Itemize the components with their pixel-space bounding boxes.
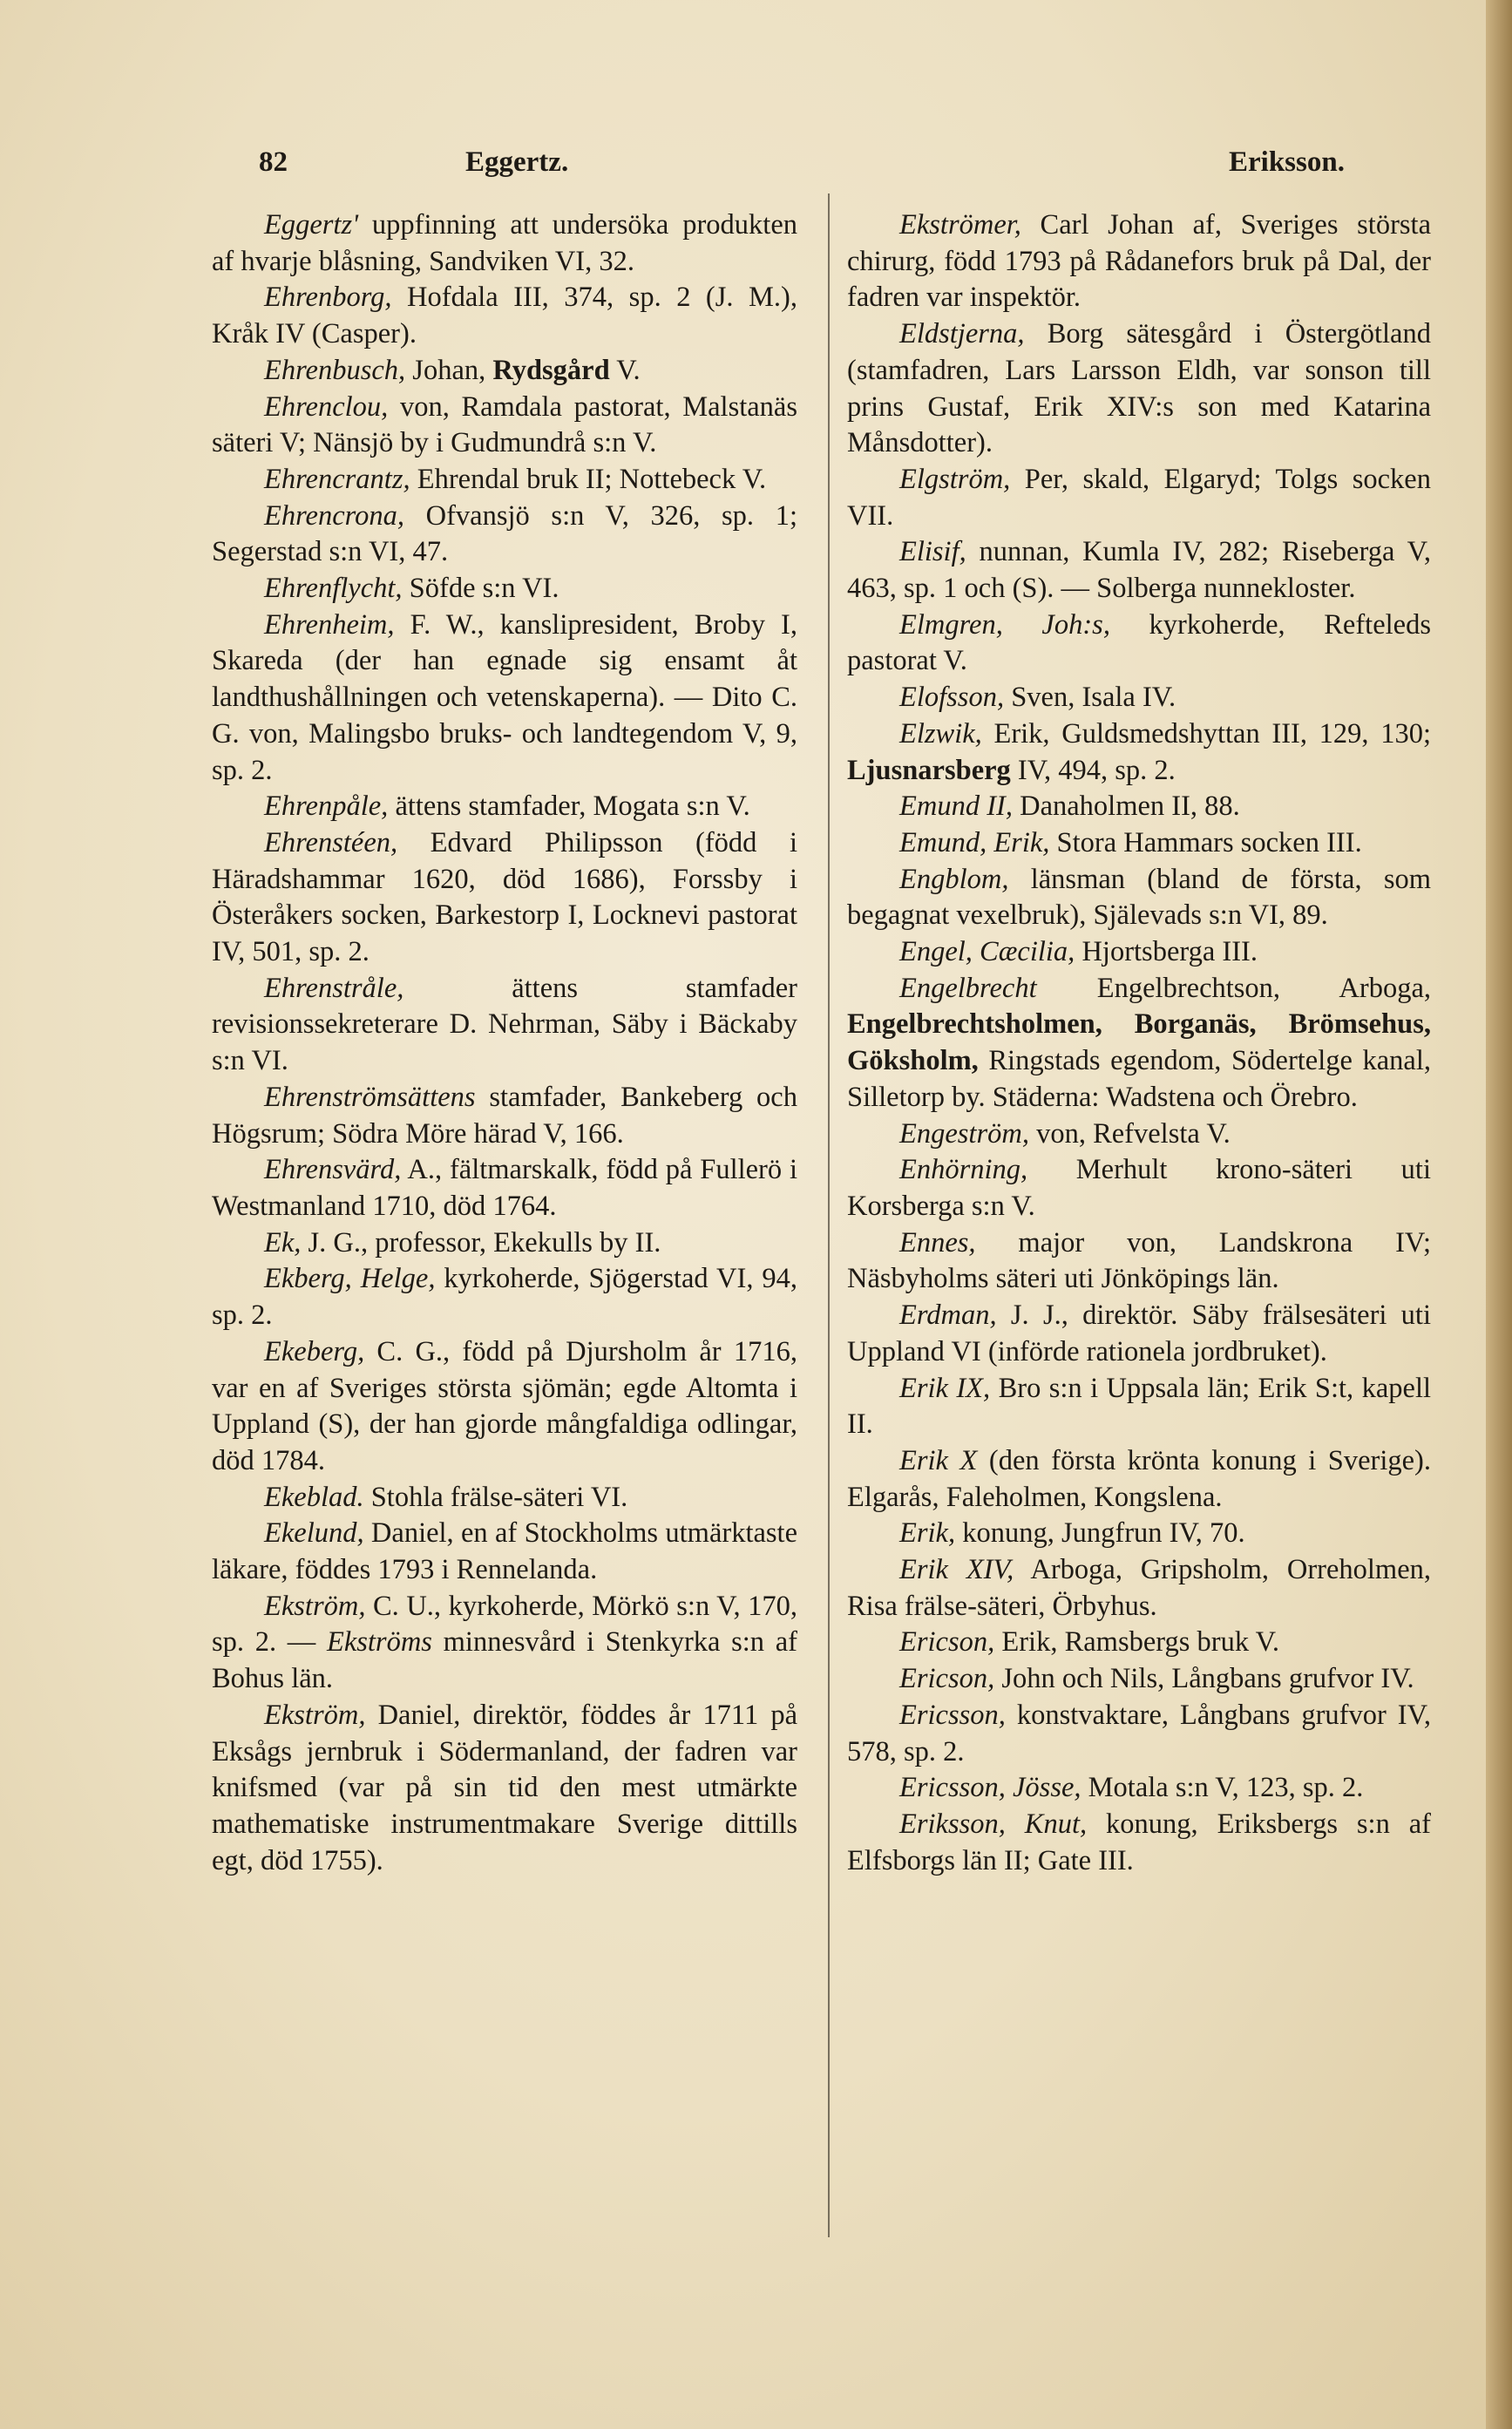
entry-name: Ehrenclou, — [264, 390, 389, 423]
entry-text: kyrkoherde, Refteleds pastorat V. — [847, 608, 1431, 677]
index-entry — [847, 716, 1431, 789]
entry-name: Eggertz' — [264, 209, 359, 241]
right-running-head: Eriksson. — [1229, 146, 1345, 178]
index-entry — [212, 280, 797, 352]
index-entry — [847, 971, 1431, 1116]
index-entry — [847, 462, 1431, 534]
entry-text: F. W., kanslipresident, Broby I, Skareda (der han egnade sig ensamt åt landthushållningen och vetenskaperna). — Dito C. G. von, Malingsbo bruks- och landtegendom V, 9, sp. 2. — [212, 608, 797, 786]
entry-name: Engelbrecht — [899, 972, 1037, 1004]
index-entry — [847, 316, 1431, 462]
entry-text: konung, Jungfrun IV, 70. — [955, 1517, 1245, 1550]
entry-name: Ehrenströmsättens — [264, 1081, 476, 1113]
index-entry — [212, 789, 797, 825]
entry-text: Bro s:n i Uppsala län; Erik S:t, kapell II. — [847, 1372, 1431, 1441]
entry-name: Ekströmer, — [899, 209, 1021, 241]
index-entry — [847, 1625, 1431, 1661]
entry-text: Borg sätesgård i Östergötland (stamfadren, Lars Larsson Eldh, var sonson till prins Gustaf, Erik XIV:s son med Katarina Månsdotter). — [847, 318, 1431, 459]
entry-text: V. — [609, 354, 641, 386]
index-entry — [847, 680, 1431, 716]
entry-name: Elgström, — [899, 463, 1011, 495]
entry-name: Ehrenheim, — [264, 608, 395, 641]
entry-text: kyrkoherde, Sjögerstad VI, 94, sp. 2. — [212, 1263, 798, 1332]
entry-name: Ehrenflycht, — [264, 573, 403, 605]
entry-name: Ehrenborg, — [264, 282, 392, 314]
index-entry — [847, 1371, 1431, 1443]
entry-name: Elofsson, — [899, 682, 1005, 714]
entry-name: Erdman, — [899, 1299, 997, 1332]
column-divider — [828, 193, 830, 2237]
index-entry — [847, 534, 1431, 607]
index-entry — [212, 825, 797, 971]
entry-place: Rydsgård — [492, 354, 610, 386]
entry-name: Erik XIV, — [899, 1554, 1014, 1586]
entry-text: John och Nils, Långbans grufvor IV. — [994, 1663, 1414, 1695]
entry-name: Ericsson, — [899, 1699, 1006, 1731]
entry-name: Emund II, — [899, 790, 1013, 823]
index-entry — [212, 390, 797, 462]
entry-name: Engel, Cæcilia, — [899, 936, 1075, 968]
entry-name: Ekström, — [264, 1590, 366, 1622]
entry-name: Engblom, — [899, 863, 1009, 895]
entry-name: Eriksson, Knut, — [899, 1808, 1088, 1840]
entry-text: C. U., kyrkoherde, Mörkö s:n V, 170, sp. 2. — — [212, 1590, 797, 1659]
index-entry — [847, 207, 1431, 316]
entry-place: Engelbrechtsholmen, Borganäs, Brömsehus, Göksholm, — [847, 1008, 1431, 1077]
entry-text: länsman (bland de första, som begagnat vexelbruk), Själevads s:n VI, 89. — [847, 863, 1431, 932]
index-entry — [212, 1334, 797, 1480]
entry-text: Erik, Ramsbergs bruk V. — [994, 1626, 1280, 1659]
entry-text: Daniel, en af Stockholms utmärktaste läkare, föddes 1793 i Rennelanda. — [212, 1517, 797, 1586]
index-entry — [847, 1552, 1431, 1625]
entry-name: Ericsson, Jösse, — [899, 1772, 1081, 1804]
entry-text: Edvard Philipsson (född i Häradshammar 1620, död 1686), Forssby i Österåkers socken, Barkestorp I, Locknevi pastorat IV, 501, sp. 2. — [212, 826, 797, 968]
entry-text: Hofdala III, 374, sp. 2 (J. M.), Kråk IV (Casper). — [212, 282, 797, 350]
entry-text: J. J., direktör. Säby frälsesäteri uti Uppland VI (införde rationela jordbruket). — [847, 1299, 1431, 1367]
entry-text: Ehrendal bruk II; Nottebeck V. — [410, 463, 767, 495]
entry-name: Ekelund, — [264, 1517, 364, 1550]
entry-text: IV, 494, sp. 2. — [1010, 754, 1176, 786]
entry-name: Ekströms — [326, 1626, 432, 1659]
index-entry — [212, 1698, 797, 1880]
entry-name: Ehrenpåle, — [264, 790, 389, 823]
entry-text: Arboga, Gripsholm, Orreholmen, Risa frälse-säteri, Örbyhus. — [847, 1554, 1432, 1622]
entry-name: Eldstjerna, — [899, 318, 1025, 350]
index-entry — [847, 1152, 1431, 1225]
entry-text: Söfde s:n VI. — [402, 573, 559, 605]
index-entry — [847, 1698, 1431, 1770]
entry-name: Ennes, — [899, 1226, 976, 1259]
entry-name: Ehrenstråle, — [264, 972, 404, 1004]
index-entry — [847, 1116, 1431, 1153]
entry-text: Danaholmen II, 88. — [1012, 790, 1240, 823]
page-number: 82 — [259, 146, 288, 178]
index-entry — [212, 1261, 797, 1333]
entry-name: Ehrensvärd, — [264, 1154, 402, 1186]
entry-text: (den första krönta konung i Sverige). Elgarås, Faleholmen, Kongslena. — [847, 1444, 1432, 1513]
index-entry — [212, 1589, 797, 1698]
entry-name: Ekeberg, — [264, 1335, 365, 1367]
entry-text: Carl Johan af, Sveriges största chirurg, född 1793 på Rådanefors bruk på Dal, der fadren var inspektör. — [847, 209, 1431, 314]
entry-text: Ofvansjö s:n V, 326, sp. 1; Segerstad s:n VI, 47. — [212, 499, 797, 568]
entry-name: Erik IX, — [899, 1372, 991, 1404]
index-entry — [847, 1443, 1431, 1516]
index-entry — [847, 1661, 1431, 1698]
entry-text: Sven, Isala IV. — [1004, 682, 1176, 714]
entry-text: Erik, Guldsmedshyttan III, 129, 130; — [981, 717, 1431, 750]
index-entry — [212, 1480, 797, 1516]
right-column — [847, 207, 1431, 1879]
entry-text: von, Refvelsta V. — [1028, 1117, 1231, 1150]
entry-name: Erik, — [899, 1517, 956, 1550]
entry-text: minnesvård i Stenkyrka s:n af Bohus län. — [212, 1626, 797, 1695]
index-entry — [212, 1516, 797, 1588]
entry-name: Elmgren, Joh:s, — [899, 608, 1110, 641]
entry-name: Ehrencrantz, — [264, 463, 410, 495]
index-entry — [212, 353, 797, 390]
entry-text: Hjortsberga III. — [1075, 936, 1258, 968]
entry-text: Engelbrechtson, Arboga, — [1036, 972, 1431, 1004]
entry-text: Stora Hammars socken III. — [1049, 826, 1362, 858]
entry-text: Ringstads egendom, Södertelge kanal, Silletorp by. Städerna: Wadstena och Örebro. — [847, 1045, 1431, 1113]
entry-text: ättens stamfader, Mogata s:n V. — [388, 790, 750, 823]
entry-text: Johan, — [405, 354, 493, 386]
entry-name: Emund, Erik, — [899, 826, 1050, 858]
entry-name: Engeström, — [899, 1117, 1029, 1150]
entry-text: Motala s:n V, 123, sp. 2. — [1081, 1772, 1364, 1804]
index-entry — [847, 1225, 1431, 1298]
index-entry — [847, 789, 1431, 825]
entry-name: Erik X — [899, 1444, 978, 1476]
entry-text: von, Ramdala pastorat, Malstanäs säteri V; Nänsjö by i Gudmundrå s:n V. — [212, 390, 797, 459]
entry-name: Ehrencrona, — [264, 499, 404, 532]
entry-text: Daniel, direktör, föddes år 1711 på Eksågs jernbruk i Södermanland, der fadren var knifsmed (var på sin tid den mest utmärkte mathematiske instrumentmakare Sverige dittills egt, död 1755). — [212, 1699, 797, 1876]
entry-text: major von, Landskrona IV; Näsbyholms säteri uti Jönköpings län. — [847, 1226, 1431, 1295]
entry-name: Ekeblad. — [264, 1481, 364, 1513]
entry-name: Ek, — [264, 1226, 302, 1259]
entry-text: konstvaktare, Långbans grufvor IV, 578, sp. 2. — [847, 1699, 1431, 1767]
entry-name: Ericson, — [899, 1663, 995, 1695]
entry-text: A., fältmarskalk, född på Fullerö i Westmanland 1710, död 1764. — [212, 1154, 797, 1222]
entry-text: uppfinning att undersöka produkten af hvarje blåsning, Sandviken VI, 32. — [212, 209, 797, 277]
index-entry — [212, 571, 797, 607]
entry-name: Elisif, — [899, 536, 966, 568]
index-entry — [212, 971, 797, 1080]
index-entry — [212, 499, 797, 571]
entry-text: Merhult krono-säteri uti Korsberga s:n V. — [847, 1154, 1431, 1222]
left-running-head: Eggertz. — [465, 146, 569, 178]
entry-name: Ehrenstéen, — [264, 826, 398, 858]
index-entry — [847, 825, 1431, 862]
index-entry — [847, 1807, 1431, 1879]
entry-name: Ericson, — [899, 1626, 995, 1659]
index-entry — [847, 607, 1431, 680]
entry-text: stamfader, Bankeberg och Högsrum; Södra Möre härad V, 166. — [212, 1081, 797, 1150]
index-entry — [212, 207, 797, 280]
page-edge — [1486, 0, 1512, 2429]
index-entry — [847, 862, 1431, 934]
entry-name: Enhörning, — [899, 1154, 1028, 1186]
index-entry — [212, 1152, 797, 1225]
index-entry — [847, 934, 1431, 971]
left-column — [212, 207, 797, 1879]
entry-text: ättens stamfader revisionssekreterare D. Nehrman, Säby i Bäckaby s:n VI. — [212, 972, 797, 1077]
entry-text: C. G., född på Djursholm år 1716, var en af Sveriges största sjömän; egde Altomta i Uppland (S), der han gjorde mångfaldiga odlingar, död 1784. — [212, 1335, 797, 1476]
entry-text: Per, skald, Elgaryd; Tolgs socken VII. — [847, 463, 1431, 532]
index-entry — [212, 462, 797, 499]
entry-text: nunnan, Kumla IV, 282; Riseberga V, 463, sp. 1 och (S). — Solberga nunnekloster. — [847, 536, 1431, 605]
index-entry — [847, 1298, 1431, 1370]
index-entry — [212, 607, 797, 790]
entry-text: Stohla frälse-säteri VI. — [363, 1481, 628, 1513]
entry-name: Ekström, — [264, 1699, 366, 1731]
entry-name: Ekberg, Helge, — [264, 1263, 436, 1295]
entry-text: J. G., professor, Ekekulls by II. — [301, 1226, 661, 1259]
index-entry — [212, 1225, 797, 1262]
entry-name: Ehrenbusch, — [264, 354, 406, 386]
index-entry — [847, 1770, 1431, 1807]
running-header — [0, 146, 1512, 190]
index-entry — [212, 1080, 797, 1152]
index-entry — [847, 1516, 1431, 1552]
entry-name: Elzwik, — [899, 717, 982, 750]
entry-text: konung, Eriksbergs s:n af Elfsborgs län II; Gate III. — [847, 1808, 1431, 1876]
entry-place: Ljusnarsberg — [847, 754, 1011, 786]
